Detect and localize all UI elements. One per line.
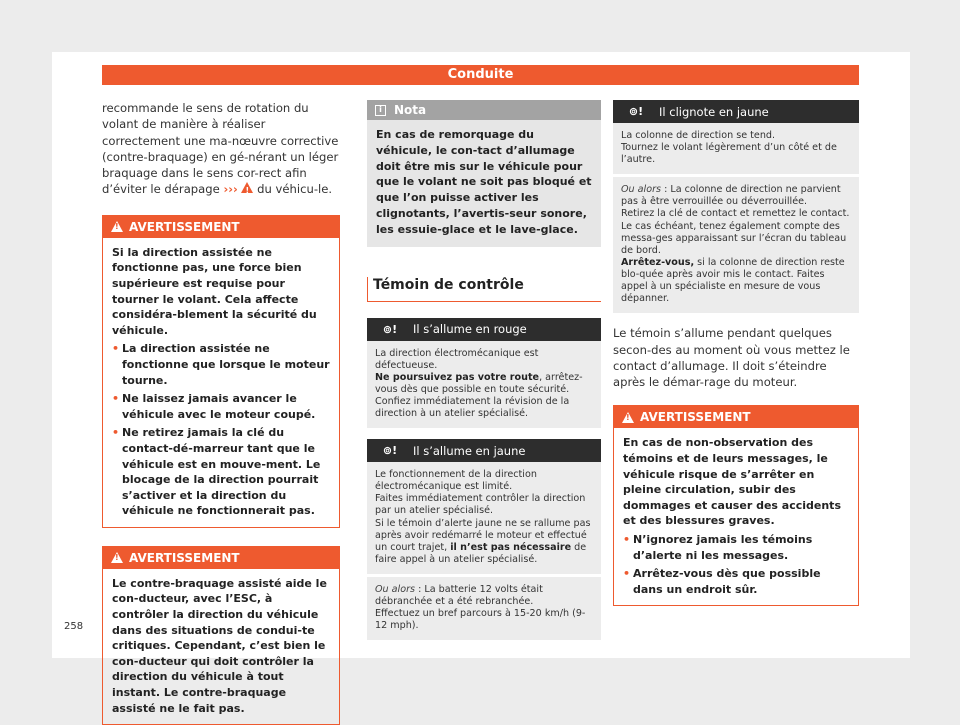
italic-label: Ou alors: [621, 184, 662, 196]
indicator-body: [367, 341, 601, 429]
text-line: Le fonctionnement de la direction électromécanique est limité.: [375, 469, 537, 493]
warning-box-1: [102, 215, 340, 528]
warning-box-3: [613, 405, 859, 606]
list-item: • Ne laissez jamais avancer le véhicule avec le moteur coupé.: [112, 391, 331, 422]
note-header: [367, 100, 601, 120]
section-heading: Témoin de contrôle: [367, 277, 601, 302]
list-item: • N’ignorez jamais les témoins d’alerte ni les messages.: [623, 532, 850, 563]
indicator-title: Il s’allume en jaune: [413, 443, 526, 458]
indicator-body-alt: [613, 177, 859, 313]
intro-text: recommande le sens de rotation du volant de manière à réaliser correctement une ma-nœuvre corrective (contre-braquage) en gé-nérant un léger braquage dans le sens cor-rect afin d’éviter le dérapage: [102, 101, 339, 197]
warning-body: [103, 238, 339, 527]
warning-body: [614, 428, 858, 605]
warning-icon: [111, 221, 123, 232]
bold-text: il n’est pas nécessaire: [450, 541, 572, 553]
bold-text: Arrêtez-vous,: [621, 256, 695, 268]
intro-paragraph: [102, 100, 340, 198]
list-item: • Ne retirez jamais la clé du contact-dé-marreur tant que le véhicule est en mouve-ment. Le blocage de la direction pourrait s’activer et la direction du véhicule ne fonctionnerait pas.: [112, 425, 331, 519]
text-line: Retirez la clé de contact et remettez le contact. Le cas échéant, tenez également compte des messa-ges apparaissant sur l’écran du tableau de bord.: [621, 208, 850, 256]
text-line: [375, 518, 593, 566]
column-1: [102, 100, 340, 725]
text-span: : La batterie 12 volts était débranchée et a été rebranchée.: [375, 583, 543, 607]
warning-icon: [111, 552, 123, 563]
steering-wheel-icon: ⊚!: [628, 105, 644, 118]
indicator-body: [613, 123, 859, 174]
warning-box-2: [102, 546, 340, 725]
indicator-body: [367, 462, 601, 574]
warning-text: En cas de non-observation des témoins et de leurs messages, le véhicule risque de s’arrêter en pleine circulation, subir des dommages et causer des accidents et des blessures graves.: [623, 436, 841, 528]
warning-title: AVERTISSEMENT: [129, 550, 240, 565]
text-line: Confiez immédiatement la révision de la direction à un atelier spécialisé.: [375, 395, 570, 420]
indicator-title: Il s’allume en rouge: [413, 322, 527, 337]
warning-text: Le contre-braquage assisté aide le con-ducteur, avec l’ESC, à contrôler la direction du véhicule dans des situations de condui-te critiques. Cependant, c’est bien le con-ducteur qui doit contrôler la direction du véhicule à tout instant. Le contre-braquage assisté ne le fait pas.: [112, 576, 327, 715]
text-line: Effectuez un bref parcours à 15-20 km/h (9-12 mph).: [375, 608, 586, 632]
note-text: En cas de remorquage du véhicule, le con-tact d’allumage doit être mis sur le véhicule pour que le volant ne soit pas bloqué et que l’on puisse activer les clignotants, l’avertis-seur sonore, les essuie-glace et le lave-glace.: [376, 128, 592, 236]
column-2: [367, 100, 601, 640]
steering-wheel-icon: ⊚!: [382, 322, 398, 336]
text-span: de faire appel à un atelier spécialisé.: [375, 541, 587, 565]
text-line: [375, 372, 593, 396]
text-span: Si le témoin d’alerte jaune ne se rallume pas après avoir redémarré le moteur et effectué un court trajet,: [375, 517, 591, 553]
indicator-body-alt: [367, 577, 601, 640]
indicator-title: Il clignote en jaune: [659, 104, 769, 119]
warning-header: [103, 547, 339, 569]
column-3: [613, 100, 859, 606]
text-line: [621, 184, 851, 208]
text-line: La colonne de direction se tend.: [621, 130, 776, 141]
page-number: 258: [64, 621, 84, 632]
red-block: [367, 318, 601, 429]
list-item: • Arrêtez-vous dès que possible dans un endroit sûr.: [623, 566, 850, 597]
info-icon: i: [375, 105, 386, 116]
warning-icon: [622, 412, 634, 423]
intro-tail: du véhicu-le.: [257, 182, 333, 197]
note-title: Nota: [394, 103, 427, 117]
bold-text: Ne poursuivez pas votre route: [375, 371, 540, 383]
warning-header: [614, 406, 858, 428]
arrow-ref[interactable]: ›››: [223, 182, 238, 197]
list-item: • La direction assistée ne fonctionne que lorsque le moteur tourne.: [112, 341, 331, 388]
text-line: Tournez le volant légèrement d’un côté et de l’autre.: [621, 142, 837, 166]
text-line: Faites immédiatement contrôler la direction par un atelier spécialisé.: [375, 493, 586, 517]
note-box: [367, 100, 601, 247]
blink-block: [613, 100, 859, 313]
warning-triangle-icon: [241, 182, 253, 193]
italic-label: Ou alors: [375, 583, 416, 595]
text-span: si la colonne de direction reste blo-quée après avoir mis le contact. Faites appel à un spécialiste en mesure de vous dépanner.: [621, 256, 845, 305]
warning-header: [103, 216, 339, 238]
steering-wheel-icon: ⊚!: [382, 444, 398, 458]
indicator-header-red: [367, 318, 601, 341]
text-line: La direction électromécanique est défectueuse.: [375, 347, 539, 371]
text-line: [375, 584, 593, 608]
paragraph: Le témoin s’allume pendant quelques secon-des au moment où vous mettez le contact d’allumage. Il doit s’éteindre après le démar-rage du moteur.: [613, 326, 850, 390]
warning-title: AVERTISSEMENT: [129, 219, 240, 234]
indicator-header-blink: [613, 100, 859, 123]
yellow-block: [367, 439, 601, 640]
text-span: , arrêtez-vous dès que possible en toute sécurité.: [375, 371, 583, 395]
indicator-header-yellow: [367, 439, 601, 462]
warning-title: AVERTISSEMENT: [640, 410, 751, 425]
warning-text: Si la direction assistée ne fonctionne pas, une force bien supérieure est requise pour tourner le volant. Cela affecte considéra-blement la sécurité du véhicule.: [112, 245, 317, 337]
text-line: [621, 257, 851, 305]
section-header: Conduite: [102, 65, 859, 85]
text-span: : La colonne de direction ne parvient pas à être verrouillée ou déverrouillée.: [621, 184, 841, 208]
warning-body: [103, 569, 339, 724]
